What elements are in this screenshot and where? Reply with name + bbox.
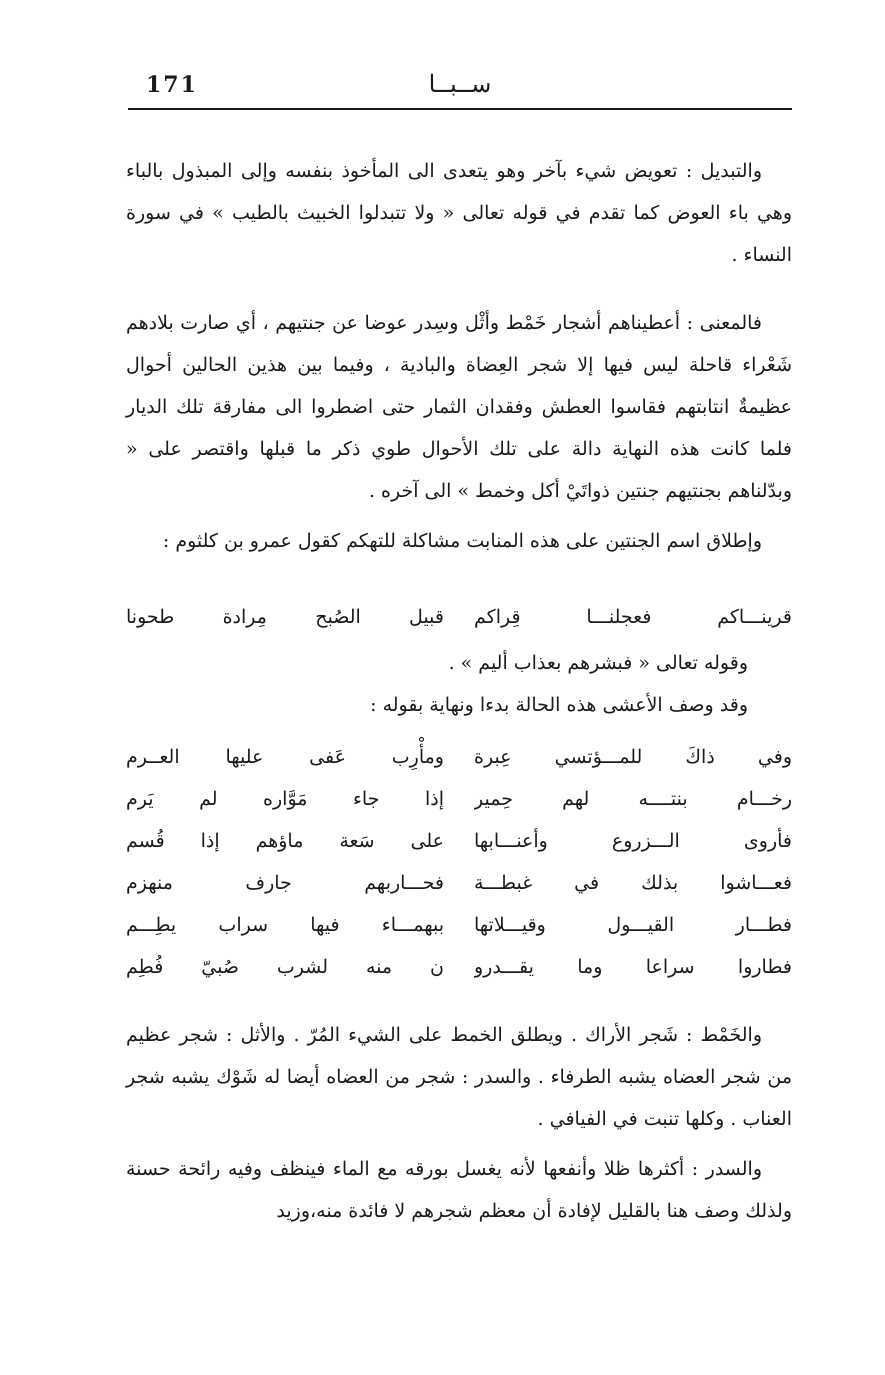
paragraph-quran-quote: وقوله تعالى « فبشرهم بعذاب أليم » . bbox=[448, 652, 748, 674]
page-header bbox=[128, 66, 792, 106]
poem-first-hemistich: فطـــار القيـــول وقيـــلاتها bbox=[474, 914, 792, 936]
poem-first-hemistich: وفي ذاكَ للمـــؤتسي عِبرة bbox=[474, 746, 792, 768]
poem-first-hemistich: فأروى الـــزروع وأعنـــابها bbox=[474, 830, 792, 852]
poem-first-hemistich: فطاروا سراعا وما يقـــدرو bbox=[474, 956, 792, 978]
poem-second-hemistich: إذا جاء مَوَّاره لم يَرم bbox=[126, 788, 444, 810]
poem-line bbox=[126, 736, 792, 778]
verse-amr-ibn-kulthum bbox=[126, 596, 792, 638]
verse-first-hemistich: قرينـــاكم فعجلنـــا قِراكم bbox=[474, 606, 792, 628]
poem-line bbox=[126, 946, 792, 988]
page-number: 171 bbox=[146, 72, 198, 98]
poem-line bbox=[126, 904, 792, 946]
paragraph-meaning: فالمعنى : أعطيناهم أشجار خَمْط وأثْل وسِدر عوضا عن جنتيهم ، أي صارت بلادهم شَعْراء قاحلة ليس فيها إلا شجر العِضاة والبادية ، وفيما بين هذين الحالين أحوال عظيمةٌ انتابتهم فقاسوا العطش وفقدان الثمار حتى اضطروا الى مفارقة تلك الديار فلما كانت هذه النهاية دالة على تلك الأحوال طوي ذكر ما قبلها واقتصر على « وبدّلناهم بجنتيهم جنتين ذواتَيْ أكل وخمط » الى آخره . bbox=[126, 312, 792, 502]
page-body bbox=[126, 150, 792, 1232]
poem-first-hemistich: رخـــام بنتــــه لهم حِمير bbox=[474, 788, 792, 810]
poem-second-hemistich: فحـــاربهم جارف منهزم bbox=[126, 872, 444, 894]
paragraph-khamt: والخَمْط : شَجر الأراك . ويطلق الخمط على الشيء المُرّ . والأثل : شجر عظيم من شجر العضاه يشبه الطرفاء . والسدر : شجر من العضاه أيضا له شَوْك يشبه شجر العناب . وكلها تنبت في الفيافي . bbox=[126, 1024, 792, 1130]
poem-second-hemistich: ومأْرِب عَفى عليها العــرم bbox=[126, 746, 444, 768]
poem-second-hemistich: ببهمـــاء فيها سراب يطِـــم bbox=[126, 914, 444, 936]
poem-second-hemistich: على سَعة ماؤهم إذا قُسم bbox=[126, 830, 444, 852]
poem-line bbox=[126, 778, 792, 820]
paragraph-asha-intro: وقد وصف الأعشى هذه الحالة بدءا ونهاية بقوله : bbox=[370, 694, 748, 716]
verse-second-hemistich: قبيل الصُبح مِرادة طحونا bbox=[126, 606, 444, 628]
poem-first-hemistich: فعـــاشوا بذلك في غبطـــة bbox=[474, 872, 792, 894]
poem-second-hemistich: ن منه لشرب صُبيّ فُطِم bbox=[126, 956, 444, 978]
running-title: ســبــا bbox=[428, 70, 492, 98]
poem-line bbox=[126, 862, 792, 904]
poem-asha bbox=[126, 736, 792, 988]
paragraph-jannatayn: وإطلاق اسم الجنتين على هذه المنابت مشاكلة للتهكم كقول عمرو بن كلثوم : bbox=[162, 530, 762, 552]
paragraph-sidr: والسدر : أكثرها ظلا وأنفعها لأنه يغسل بورقه مع الماء فينظف وفيه رائحة حسنة ولذلك وصف هنا بالقليل لإفادة أن معظم شجرهم لا فائدة منه،وزيد bbox=[126, 1158, 792, 1222]
paragraph-tabdil: والتبديل : تعويض شيء بآخر وهو يتعدى الى المأخوذ بنفسه وإلى المبذول بالباء وهي باء العوض كما تقدم في قوله تعالى « ولا تتبدلوا الخبيث بالطيب » في سورة النساء . bbox=[126, 160, 792, 266]
header-rule bbox=[128, 108, 792, 110]
poem-line bbox=[126, 820, 792, 862]
